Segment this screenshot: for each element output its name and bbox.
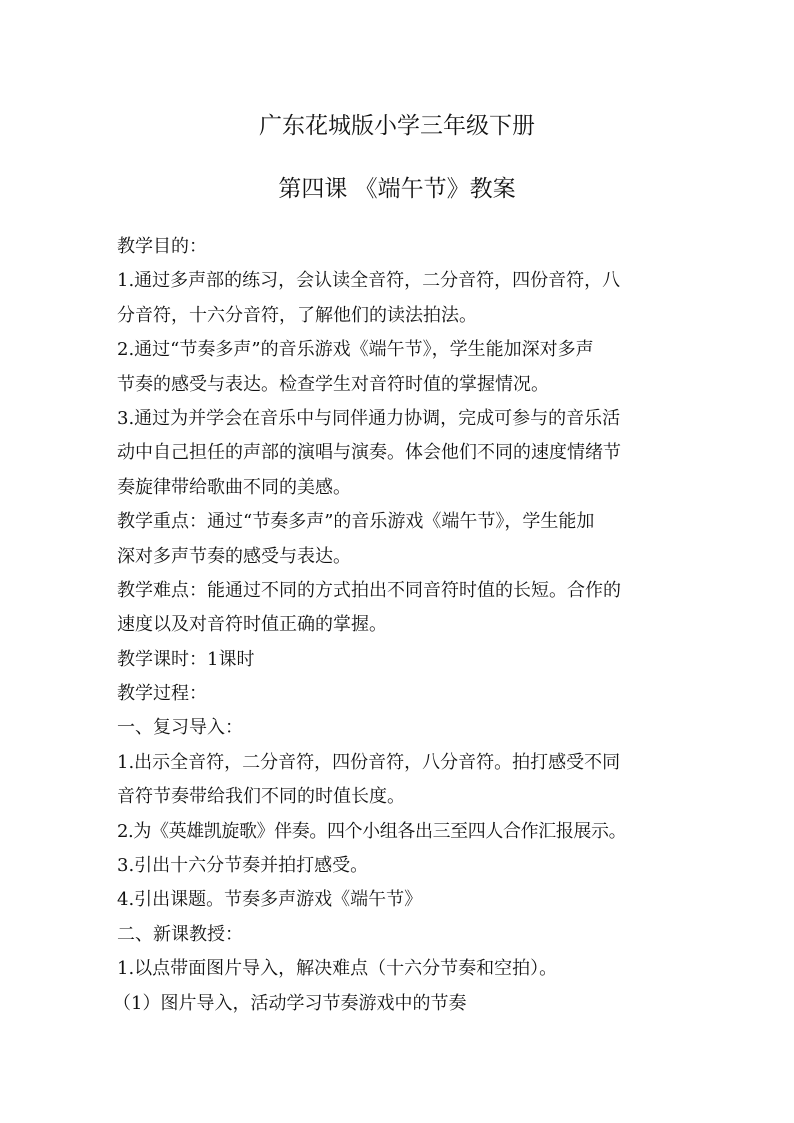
paragraph-line: 深对多声节奏的感受与表达。 (117, 545, 351, 567)
paragraph-line: 动中自己担任的声部的演唱与演奏。体会他们不同的速度情绪节 (117, 442, 621, 464)
paragraph-line: 2.通过“节奏多声”的音乐游戏《端午节》，学生能加深对多声 (117, 339, 594, 361)
document-title: 广东花城版小学三年级下册 (259, 113, 535, 139)
paragraph-line: 3.通过为并学会在音乐中与同伴通力协调，完成可参与的音乐活 (117, 407, 621, 429)
section-heading-new-lesson: 二、新课教授： (117, 923, 243, 945)
paragraph-line: （1）图片导入，活动学习节奏游戏中的节奏 (113, 992, 467, 1014)
paragraph-line: 速度以及对音符时值正确的掌握。 (117, 614, 387, 636)
document-subtitle: 第四课 《端午节》教案 (278, 176, 516, 202)
document-body (113, 230, 681, 1021)
paragraph-line: 1.通过多声部的练习，会认读全音符，二分音符，四份音符，八 (117, 270, 621, 292)
paragraph-line-difficulties: 教学难点：能通过不同的方式拍出不同音符时值的长短。合作的 (117, 579, 621, 601)
paragraph-line: 1.出示全音符，二分音符，四份音符，八分音符。拍打感受不同 (117, 751, 621, 773)
paragraph-line: 3.引出十六分节奏并拍打感受。 (117, 855, 369, 877)
paragraph-line: 2.为《英雄凯旋歌》伴奏。四个小组各出三至四人合作汇报展示。 (117, 820, 627, 842)
paragraph-line-class-hours: 教学课时：1课时 (117, 648, 255, 670)
section-heading-objectives: 教学目的： (117, 236, 207, 257)
paragraph-line: 音符节奏带给我们不同的时值长度。 (117, 786, 405, 808)
paragraph-line: 节奏的感受与表达。检查学生对音符时值的掌握情况。 (117, 373, 549, 395)
section-heading-process: 教学过程： (117, 683, 207, 705)
paragraph-line: 4.引出课题。节奏多声游戏《端午节》 (117, 889, 423, 911)
paragraph-line: 1.以点带面图片导入，解决难点（十六分节奏和空拍）。 (117, 958, 558, 980)
paragraph-line: 分音符，十六分音符，了解他们的读法拍法。 (117, 304, 477, 326)
paragraph-line: 奏旋律带给歌曲不同的美感。 (117, 476, 351, 498)
paragraph-line-key-points: 教学重点：通过“节奏多声”的音乐游戏《端午节》，学生能加 (117, 511, 595, 533)
section-heading-review: 一、复习导入： (117, 717, 243, 739)
